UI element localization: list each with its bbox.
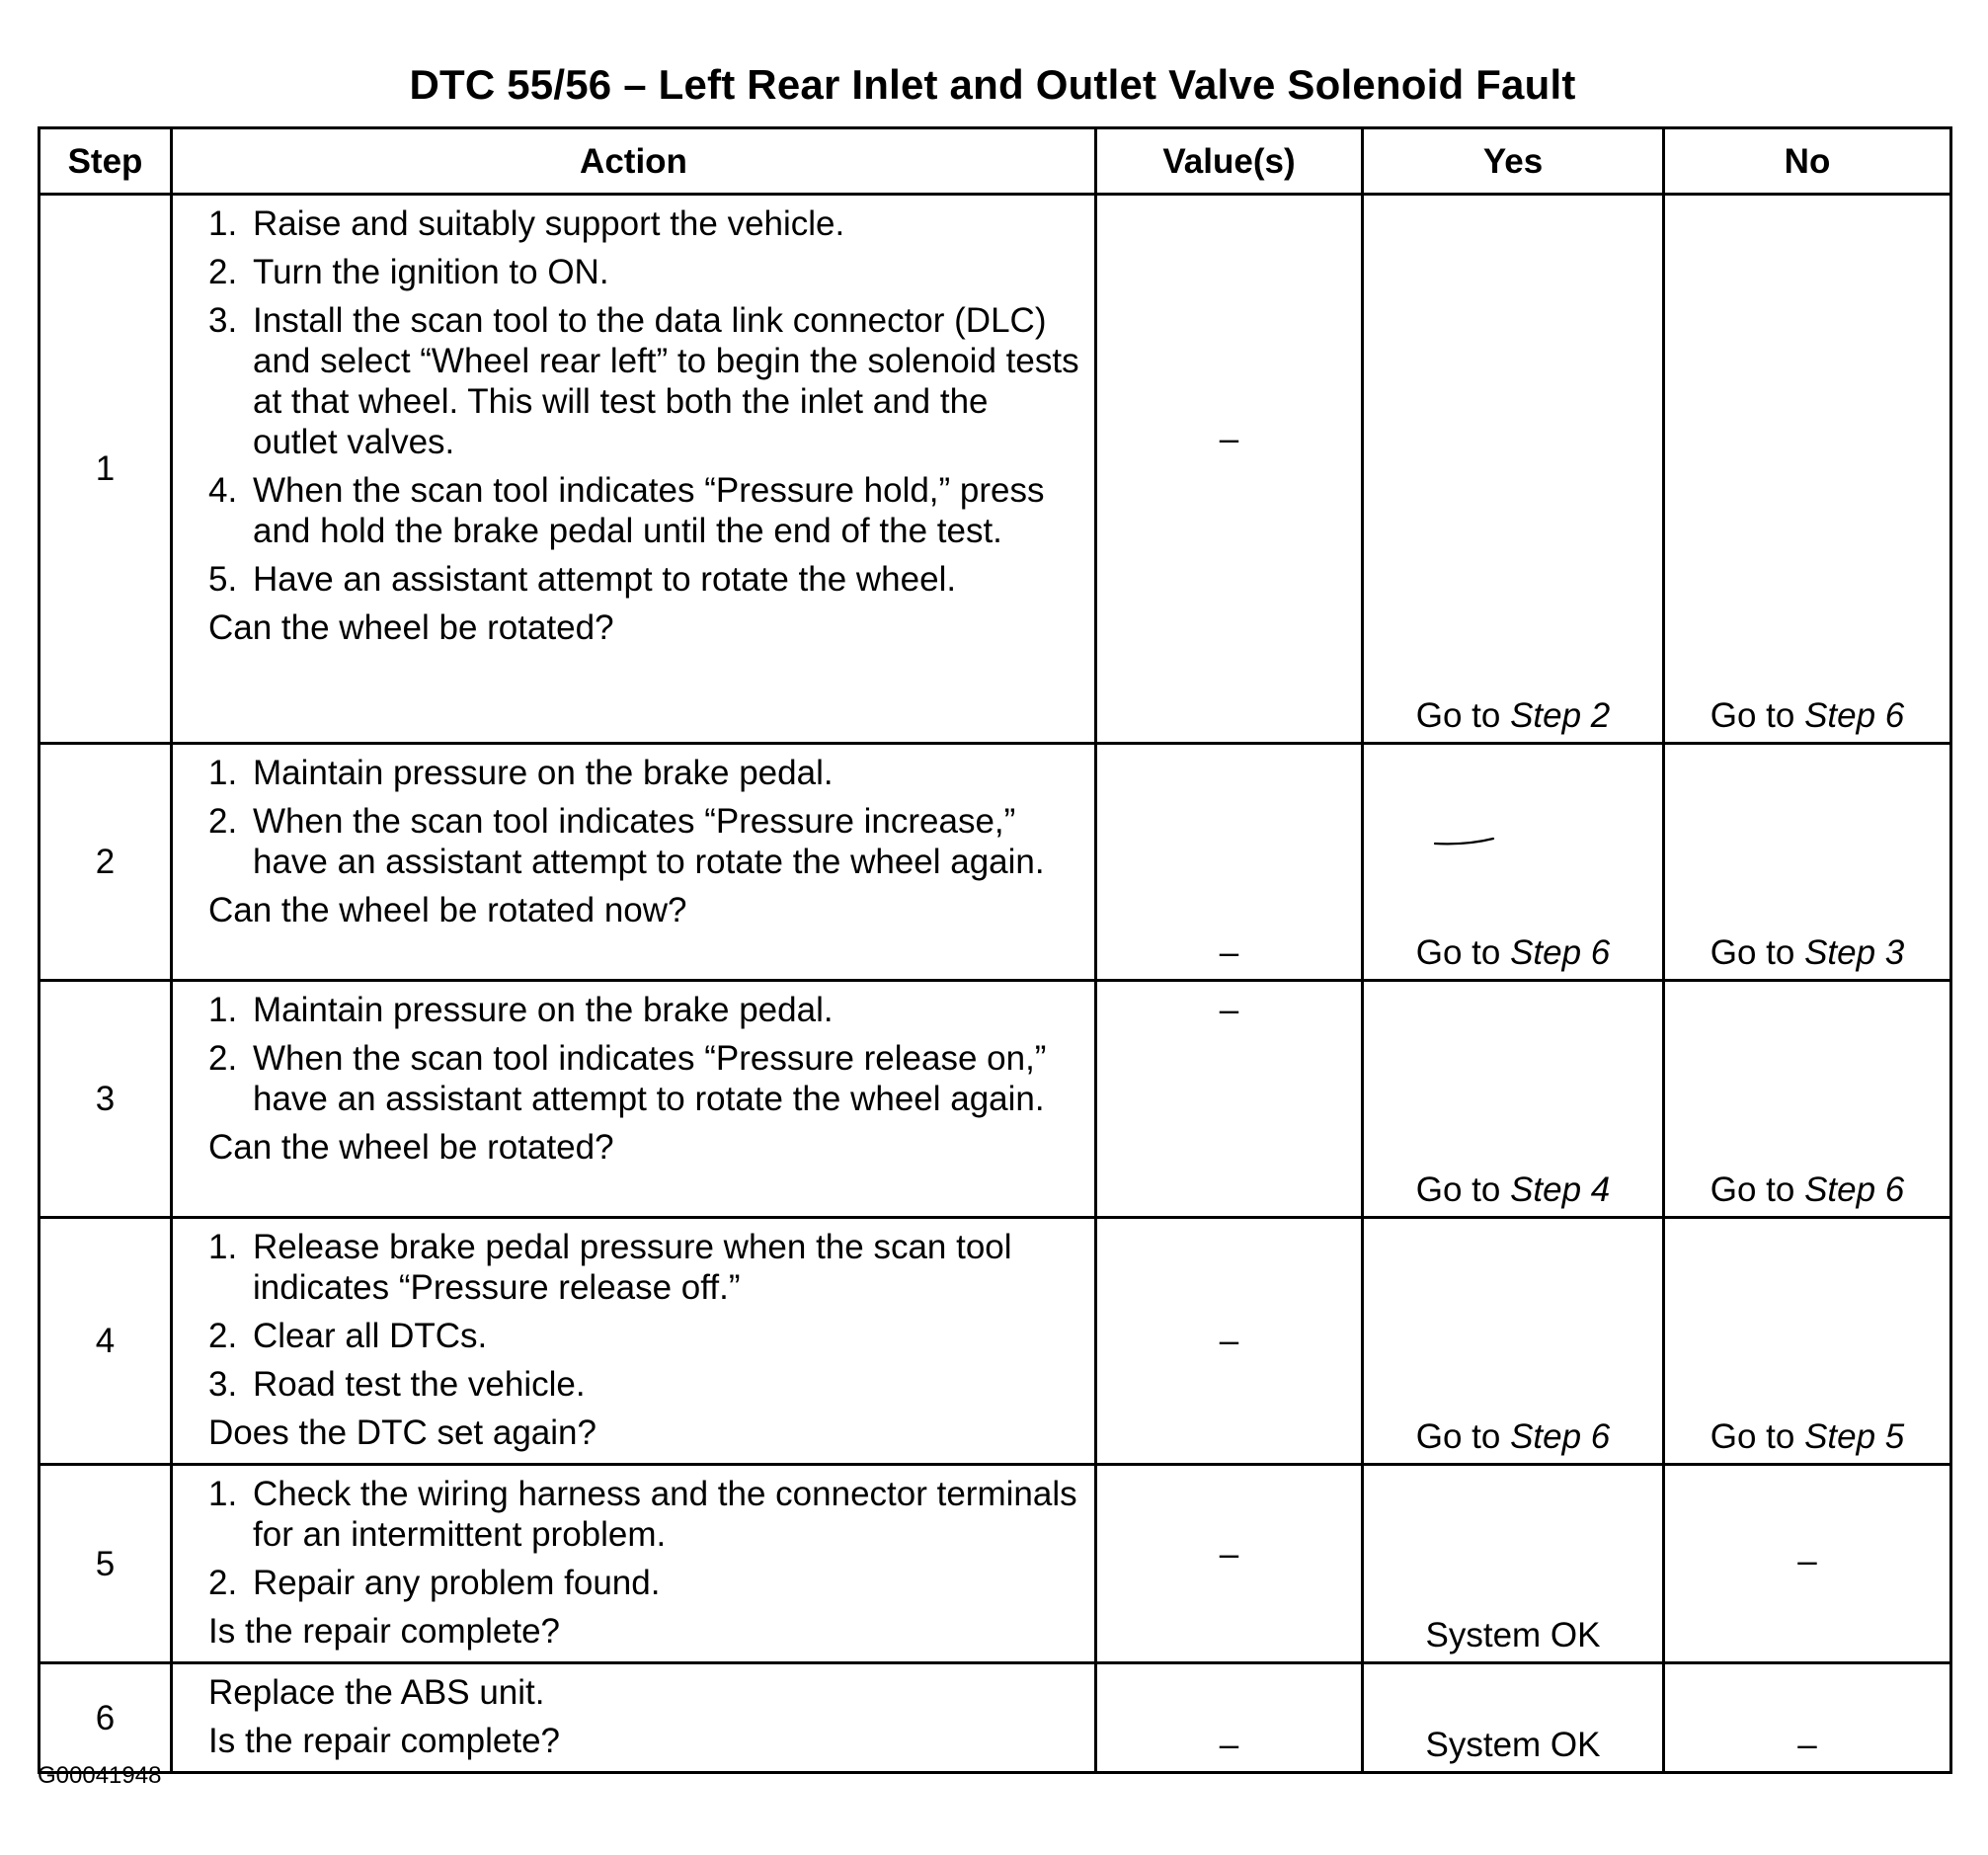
action-cell xyxy=(172,981,1096,1218)
no-cell xyxy=(1664,1663,1951,1773)
item-number: 1. xyxy=(208,1475,238,1513)
goto-prefix: Go to xyxy=(1710,696,1805,735)
table-row xyxy=(40,981,1951,1218)
goto-prefix: Go to xyxy=(1415,696,1511,735)
item-text: When the scan tool indicates “Pressure hold,” press and hold the brake pedal until the end of the test. xyxy=(253,471,1045,550)
step-number: 6 xyxy=(40,1663,172,1773)
no-cell xyxy=(1664,195,1951,744)
goto-prefix: Go to xyxy=(1415,1170,1511,1209)
goto-step-link: Step 3 xyxy=(1804,933,1905,972)
goto-step-link: Step 6 xyxy=(1804,696,1905,735)
goto-prefix: Go to xyxy=(1415,933,1511,972)
action-item xyxy=(208,1227,1080,1308)
action-item xyxy=(208,1316,1080,1356)
step-number: 2 xyxy=(40,744,172,981)
action-cell xyxy=(172,1218,1096,1465)
action-item xyxy=(208,990,1080,1030)
item-text: Road test the vehicle. xyxy=(253,1365,586,1404)
yes-cell xyxy=(1363,744,1664,981)
result-text: – xyxy=(1797,1726,1817,1764)
result-text: System OK xyxy=(1425,1726,1601,1764)
step-number: 4 xyxy=(40,1218,172,1465)
value-cell xyxy=(1096,195,1363,744)
table-row xyxy=(40,1663,1951,1773)
action-cell xyxy=(172,195,1096,744)
item-number: 3. xyxy=(208,301,238,340)
value-cell xyxy=(1096,744,1363,981)
item-text: When the scan tool indicates “Pressure release on,” have an assistant attempt to rotate the wheel again. xyxy=(253,1039,1047,1118)
action-cell xyxy=(172,1465,1096,1663)
goto-prefix: Go to xyxy=(1415,1417,1511,1456)
page-title: DTC 55/56 – Left Rear Inlet and Outlet Valve Solenoid Fault xyxy=(409,61,1576,108)
yes-cell xyxy=(1363,1663,1664,1773)
item-number: 2. xyxy=(208,253,238,291)
yes-cell xyxy=(1363,981,1664,1218)
action-item xyxy=(208,753,1080,793)
step-question: Can the wheel be rotated now? xyxy=(208,891,687,929)
yes-cell xyxy=(1363,195,1664,744)
table-row xyxy=(40,1218,1951,1465)
step-number: 5 xyxy=(40,1465,172,1663)
item-text: Release brake pedal pressure when the scan tool indicates “Pressure release off.” xyxy=(253,1228,1012,1307)
table-row xyxy=(40,1465,1951,1663)
value-cell xyxy=(1096,981,1363,1218)
value-text: – xyxy=(1219,1726,1239,1764)
action-item xyxy=(208,1364,1080,1405)
item-number: 3. xyxy=(208,1365,238,1404)
yes-cell xyxy=(1363,1465,1664,1663)
item-number: 1. xyxy=(208,204,238,243)
goto-prefix: Go to xyxy=(1710,1417,1805,1456)
step-question: Is the repair complete? xyxy=(208,1612,561,1651)
goto-step-link: Step 6 xyxy=(1510,1417,1611,1456)
action-plain-text: Replace the ABS unit. xyxy=(208,1673,545,1712)
step-question: Is the repair complete? xyxy=(208,1722,561,1760)
result-text: – xyxy=(1797,1541,1817,1580)
goto-step-link: Step 5 xyxy=(1804,1417,1905,1456)
action-cell xyxy=(172,1663,1096,1773)
header-no: No xyxy=(1664,128,1951,195)
item-number: 2. xyxy=(208,1039,238,1078)
value-text: – xyxy=(1219,991,1239,1029)
item-text: Raise and suitably support the vehicle. xyxy=(253,204,845,243)
value-text: – xyxy=(1219,1534,1239,1573)
action-item xyxy=(208,203,1080,244)
item-number: 1. xyxy=(208,991,238,1029)
no-cell xyxy=(1664,981,1951,1218)
action-item xyxy=(208,252,1080,292)
action-cell xyxy=(172,744,1096,981)
header-action: Action xyxy=(172,128,1096,195)
value-text: – xyxy=(1219,933,1239,972)
no-cell xyxy=(1664,1218,1951,1465)
item-text: Turn the ignition to ON. xyxy=(253,253,609,291)
value-cell xyxy=(1096,1465,1363,1663)
diagnostic-table xyxy=(38,126,1952,1774)
value-text: – xyxy=(1219,420,1239,458)
item-text: Repair any problem found. xyxy=(253,1564,661,1602)
step-number: 3 xyxy=(40,981,172,1218)
step-question: Can the wheel be rotated? xyxy=(208,1128,614,1167)
yes-cell xyxy=(1363,1218,1664,1465)
value-text: – xyxy=(1219,1322,1239,1360)
header-yes: Yes xyxy=(1363,128,1664,195)
item-text: Maintain pressure on the brake pedal. xyxy=(253,754,834,792)
item-number: 2. xyxy=(208,802,238,841)
step-question: Can the wheel be rotated? xyxy=(208,608,614,647)
item-text: When the scan tool indicates “Pressure increase,” have an assistant attempt to rotate the wheel again. xyxy=(253,802,1045,881)
value-cell xyxy=(1096,1218,1363,1465)
item-text: Install the scan tool to the data link connector (DLC) and select “Wheel rear left” to begin the solenoid tests at that wheel. This will test both the inlet and the outlet valves. xyxy=(253,301,1079,461)
pen-mark xyxy=(1434,836,1495,847)
item-number: 1. xyxy=(208,1228,238,1266)
item-number: 1. xyxy=(208,754,238,792)
item-number: 4. xyxy=(208,471,238,510)
goto-step-link: Step 6 xyxy=(1510,933,1611,972)
goto-step-link: Step 4 xyxy=(1510,1170,1611,1209)
step-number: 1 xyxy=(40,195,172,744)
item-number: 2. xyxy=(208,1317,238,1355)
item-text: Check the wiring harness and the connector terminals for an intermittent problem. xyxy=(253,1475,1077,1554)
item-number: 2. xyxy=(208,1564,238,1602)
action-item xyxy=(208,470,1080,551)
table-row xyxy=(40,744,1951,981)
action-item xyxy=(208,559,1080,600)
header-values: Value(s) xyxy=(1096,128,1363,195)
header-step: Step xyxy=(40,128,172,195)
action-item xyxy=(208,1038,1080,1119)
item-text: Maintain pressure on the brake pedal. xyxy=(253,991,834,1029)
goto-prefix: Go to xyxy=(1710,933,1805,972)
header-row xyxy=(40,128,1951,195)
step-question: Does the DTC set again? xyxy=(208,1413,596,1452)
figure-id: G00041948 xyxy=(38,1762,162,1789)
action-item xyxy=(208,1474,1080,1555)
no-cell xyxy=(1664,744,1951,981)
no-cell xyxy=(1664,1465,1951,1663)
value-cell xyxy=(1096,1663,1363,1773)
result-text: System OK xyxy=(1425,1616,1601,1654)
action-item xyxy=(208,1563,1080,1603)
item-number: 5. xyxy=(208,560,238,599)
action-item xyxy=(208,300,1080,462)
goto-step-link: Step 6 xyxy=(1804,1170,1905,1209)
goto-step-link: Step 2 xyxy=(1510,696,1611,735)
item-text: Clear all DTCs. xyxy=(253,1317,488,1355)
action-item xyxy=(208,801,1080,882)
goto-prefix: Go to xyxy=(1710,1170,1805,1209)
table-row xyxy=(40,195,1951,744)
item-text: Have an assistant attempt to rotate the wheel. xyxy=(253,560,957,599)
